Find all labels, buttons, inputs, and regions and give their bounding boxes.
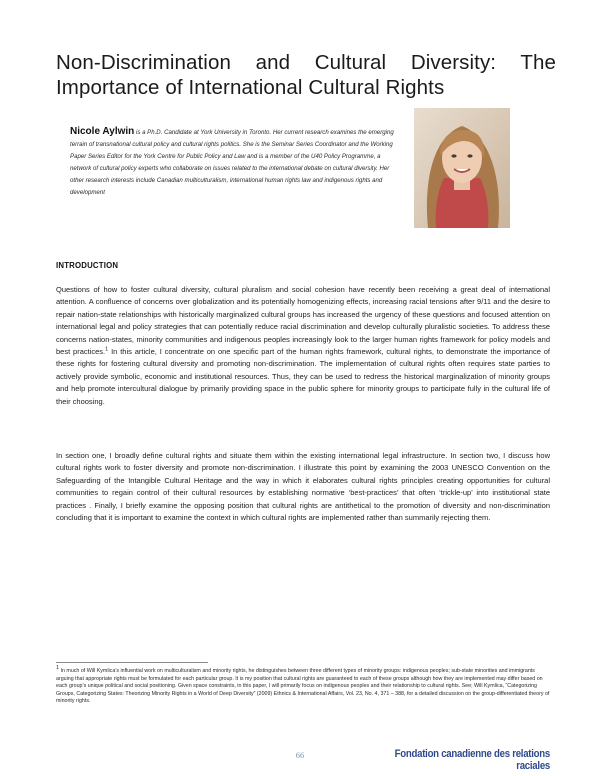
footnote-divider: [56, 662, 208, 663]
intro-paragraph-2: In section one, I broadly define cultural rights and situate them within the existing international legal infrastructure. In section two, I discuss how cultural rights work to foster diversity and promote non-discrimination. I illustrate this point by examining the 2003 UNESCO Convention on the Safeguarding of the Intangible Cultural Heritage and the way in which it elaborates cultural rights principles creating opportunities for cultural communities to regain control of their cultural resources by establishing normative ‘best-practices’ that often ‘trickle-up’ into institutional state practices . Finally, I briefly examine the opposing position that cultural rights are antithetical to the promotion of diversity and non-discrimination concluding that it is important to examine the context in which cultural rights are implemented rather than summarily rejecting them.: [56, 451, 550, 523]
author-photo: [414, 108, 510, 228]
footnote-text: In much of Will Kymlica’s influential work on multiculturalism and minority rights, he distinguishes between three different types of minority groups: indigenous peoples; sub-state minorities and immigrants arguing that appropriate rights must be formulated for each particular group. It is my position that cultural rights are guaranteed to each of these groups although how they are implemented may differ based on each group’s unique political and social positioning. Given space constraints, in this paper, I will primarily focus on indigenous peoples and their relationship to cultural rights. See; Will Kymlica, “Categorizing Groups, Categorizing States: Theorizing Minority Rights in a World of Deep Diversity” (2009) Ethnics & International Affairs, Vol. 23, No. 4, 371 – 388, for a detailed discussion on the group-differentiated theory of minority rights.: [56, 668, 550, 705]
page-number: 66: [295, 750, 305, 760]
section-heading: INTRODUCTION: [56, 261, 119, 270]
publisher-name: Fondation canadienne des relations raciales: [394, 748, 550, 772]
intro-paragraph-1: [56, 284, 550, 408]
footnote-reference[interactable]: 1: [105, 346, 109, 353]
author-bio: [70, 126, 402, 199]
article-title: Non-Discrimination and Cultural Diversity: The Importance of International Cultural Rights: [56, 51, 556, 99]
author-bio-text: is a Ph.D. Candidate at York University in Toronto. Her current research examines the emerging terrain of transnational cultural policy and cultural rights politics. She is the Seminar Series Coordinator and the Working Paper Series Editor for the York Centre for Public Policy and Law and is a member of the U40 Policy Programme, a network of cultural policy experts who collaborate on issues related to the international debate on cultural diversity. Her other research interests include Canadian multiculturalism, international human rights law and indigenous rights and development: [70, 129, 394, 196]
intro-paragraph-1-part-a: Questions of how to foster cultural diversity, cultural pluralism and social cohesion have recently been receiving a great deal of international attention. A confluence of concerns over globalization and its potentially homogenizing effects, increasing racial tensions after 9/11 and the desire to repair nation-state relationships with historically marginalized cultural groups has increased the urgency of these questions and focused attention on international legal and policy strategies that can potentially reduce racial discrimination and develop culturally pluralistic societies. To address these concerns nation-states, minority communities and indigenous peoples increasingly look to the larger human rights framework for policy models and best practices.: [56, 285, 550, 357]
footnote-number: 1: [56, 665, 60, 672]
intro-paragraph-1-part-b: In this article, I concentrate on one specific part of the human rights framework, cultural rights, to demonstrate the importance of these rights for fostering cultural diversity and promoting non-discrimination. The implementation of cultural rights often requires state parties to actively provide symbolic, economic and institutional resources. Thus, they can be used to redress the historical marginalization of minority groups and help promote intercultural dialogue by primarily providing space in the public sphere for minority groups to participate fully in the cultural life of their choosing.: [56, 347, 550, 406]
author-name: Nicole Aylwin: [70, 126, 135, 137]
footnote: [56, 665, 550, 706]
